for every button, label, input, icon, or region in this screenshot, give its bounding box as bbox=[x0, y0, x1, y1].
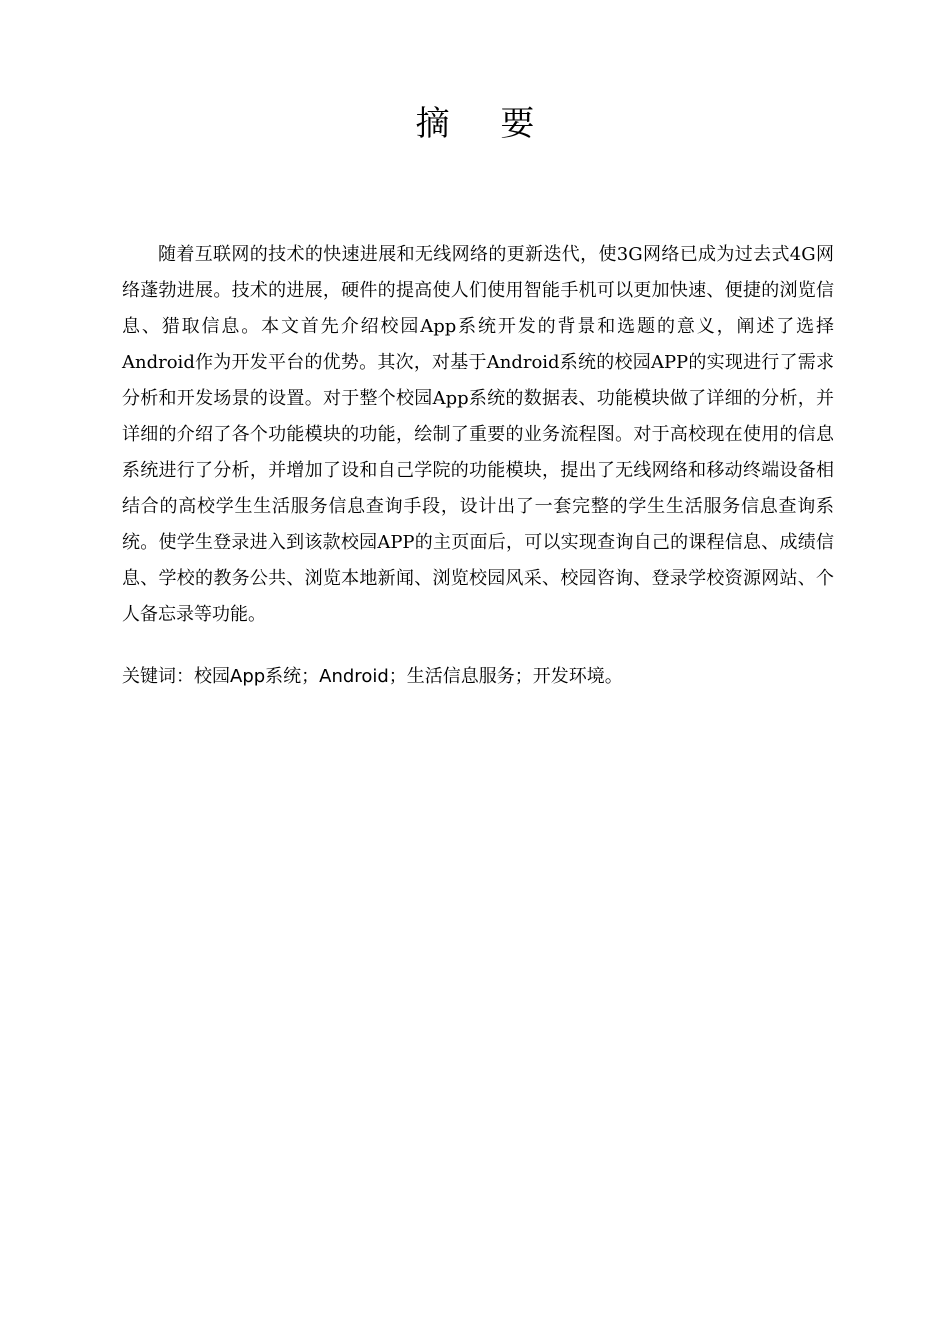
keywords-line: 关键词：校园App系统；Android；生活信息服务；开发环境。 bbox=[122, 666, 623, 687]
abstract-paragraph: 随着互联网的技术的快速进展和无线网络的更新迭代，使3G网络已成为过去式4G网络蓬勃进展。技术的进展，硬件的提高使人们使用智能手机可以更加快速、便捷的浏览信息、猎取信息。本文首先介绍校园App系统开发的背景和选题的意义，阐述了选择Android作为开发平台的优势。其次，对基于Android系统的校园APP的实现进行了需求分析和开发场景的设置。对于整个校园App系统的数据表、功能模块做了详细的分析，并详细的介绍了各个功能模块的功能，绘制了重要的业务流程图。对于高校现在使用的信息系统进行了分析，并增加了设和自己学院的功能模块，提出了无线网络和移动终端设备相结合的高校学生生活服务信息查询手段，设计出了一套完整的学生生活服务信息查询系统。使学生登录进入到该款校园APP的主页面后，可以实现查询自己的课程信息、成绩信息、学校的教务公共、浏览本地新闻、浏览校园风采、校园咨询、登录学校资源网站、个人备忘录等功能。 bbox=[122, 244, 834, 625]
page-title: 摘 要 bbox=[415, 104, 555, 144]
